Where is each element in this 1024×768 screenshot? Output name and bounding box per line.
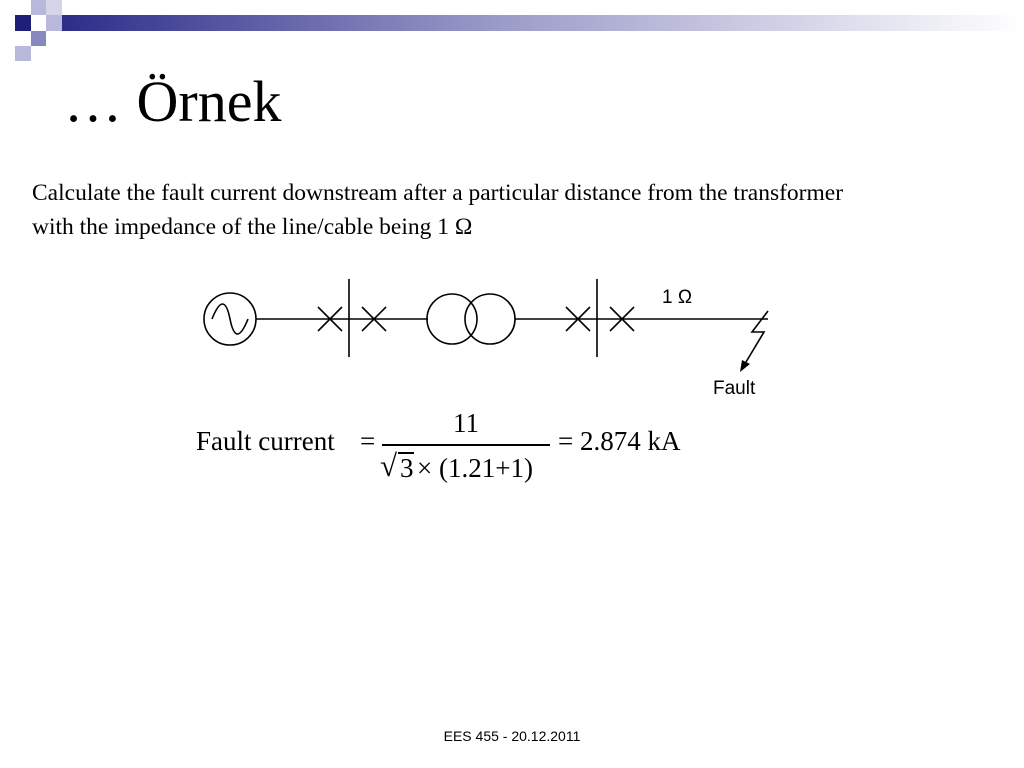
banner-square [46, 15, 62, 31]
radical-sign: √ [380, 448, 398, 483]
banner-square [31, 31, 46, 46]
title-banner [0, 0, 1024, 62]
generator-sine-icon [212, 304, 248, 334]
problem-line-2: with the impedance of the line/cable being 1 Ω [32, 214, 473, 240]
transformer-winding [427, 294, 477, 344]
formula-radicand: 3 [400, 453, 414, 483]
slide-footer: EES 455 - 20.12.2011 [443, 728, 581, 744]
fraction-bar [382, 444, 550, 446]
banner-square [15, 15, 31, 31]
banner-square [46, 0, 62, 15]
banner-square [15, 31, 31, 46]
formula-times: × [417, 453, 433, 483]
problem-line-1: Calculate the fault current downstream after a particular distance from the transformer [32, 180, 844, 206]
fault-arrow-icon [740, 360, 750, 372]
banner-square [31, 0, 46, 15]
circuit-diagram [190, 266, 790, 406]
slide-title: … Örnek [64, 69, 282, 134]
transformer-winding [465, 294, 515, 344]
problem-statement [32, 176, 998, 244]
impedance-label: 1 Ω [662, 287, 693, 308]
banner-square [0, 0, 15, 15]
formula-paren-term: (1.21+1) [439, 453, 533, 483]
formula-lhs: Fault current [196, 426, 335, 456]
banner-square [0, 15, 15, 31]
fault-label: Fault [713, 378, 756, 399]
banner-square [15, 46, 31, 61]
banner-gradient-band [62, 15, 1024, 31]
formula-equals: = [360, 426, 376, 456]
formula-numerator: 11 [453, 408, 479, 438]
formula-result: = 2.874 kA [558, 426, 681, 456]
